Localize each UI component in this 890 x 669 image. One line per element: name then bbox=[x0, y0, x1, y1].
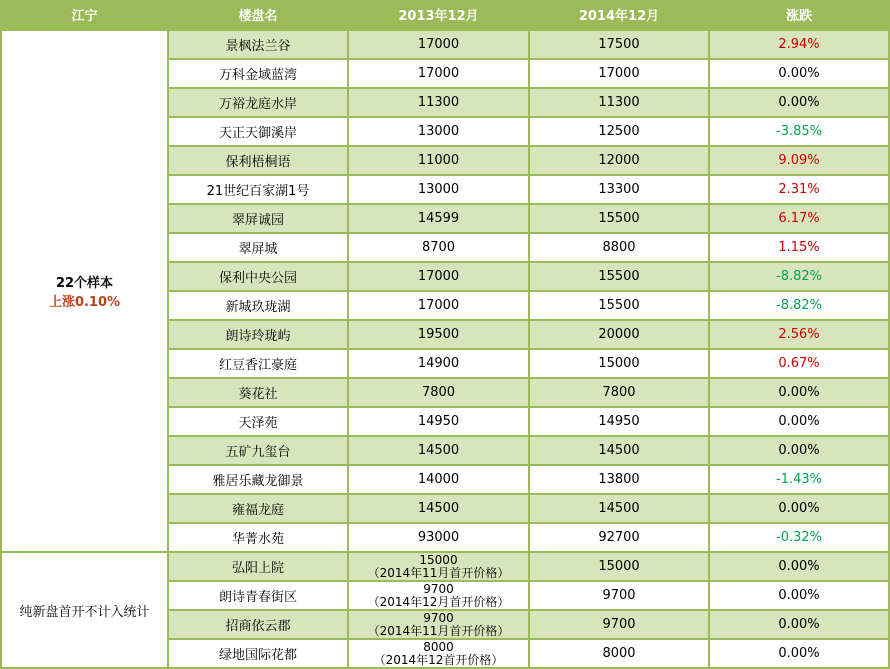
cell-building-name: 绿地国际花都 bbox=[169, 640, 347, 667]
cell-price-2014: 17000 bbox=[530, 60, 708, 87]
cell-price-2013: 8700 bbox=[349, 234, 528, 261]
cell-price-2013 bbox=[349, 640, 528, 667]
header-cell-building: 楼盘名 bbox=[169, 0, 347, 29]
cell-price-2014: 17500 bbox=[530, 31, 708, 58]
cell-building-name: 雅居乐藏龙御景 bbox=[169, 466, 347, 493]
cell-building-name: 朗诗青春街区 bbox=[169, 582, 347, 609]
cell-price-2014: 12000 bbox=[530, 147, 708, 174]
cell-price-2014: 13800 bbox=[530, 466, 708, 493]
cell-building-name: 翠屏诚园 bbox=[169, 205, 347, 232]
header-cell-region: 江宁 bbox=[2, 0, 167, 29]
footnote-label: 纯新盘首开不计入统计 bbox=[19, 604, 150, 620]
first-open-price-note: （2014年12月首开价格） bbox=[367, 594, 510, 609]
cell-price-2013 bbox=[349, 553, 528, 580]
cell-building-name: 弘阳上院 bbox=[169, 553, 347, 580]
price-2013-value: 15000 bbox=[419, 553, 458, 567]
cell-building-name: 万科金域蓝湾 bbox=[169, 60, 347, 87]
price-2013-value: 9700 bbox=[423, 611, 454, 625]
cell-price-2014: 15000 bbox=[530, 350, 708, 377]
cell-price-2014: 8800 bbox=[530, 234, 708, 261]
cell-price-2013: 11300 bbox=[349, 89, 528, 116]
cell-price-2013 bbox=[349, 582, 528, 609]
cell-price-2013: 93000 bbox=[349, 524, 528, 551]
price-2013-value: 9700 bbox=[423, 582, 454, 596]
cell-price-2013: 7800 bbox=[349, 379, 528, 406]
cell-building-name: 保利梧桐语 bbox=[169, 147, 347, 174]
price-2013-value: 8000 bbox=[423, 640, 454, 654]
cell-price-2013: 17000 bbox=[349, 31, 528, 58]
cell-building-name: 雍福龙庭 bbox=[169, 495, 347, 522]
cell-change-percent: 0.00% bbox=[710, 60, 888, 87]
cell-building-name: 招商依云郡 bbox=[169, 611, 347, 638]
cell-price-2013 bbox=[349, 611, 528, 638]
table-grid bbox=[2, 0, 888, 667]
cell-building-name: 万裕龙庭水岸 bbox=[169, 89, 347, 116]
cell-change-percent: 9.09% bbox=[710, 147, 888, 174]
cell-building-name: 21世纪百家湖1号 bbox=[169, 176, 347, 203]
cell-price-2014: 7800 bbox=[530, 379, 708, 406]
cell-change-percent: 0.00% bbox=[710, 495, 888, 522]
sample-count-label: 22个样本 bbox=[55, 276, 114, 291]
cell-price-2013: 17000 bbox=[349, 263, 528, 290]
first-open-price-note: （2014年11月首开价格） bbox=[367, 565, 510, 580]
cell-price-2014: 14500 bbox=[530, 437, 708, 464]
cell-building-name: 华菁水苑 bbox=[169, 524, 347, 551]
summary-cell bbox=[2, 31, 167, 551]
cell-price-2013: 14000 bbox=[349, 466, 528, 493]
header-cell-change: 涨跌 bbox=[710, 0, 888, 29]
cell-change-percent: -8.82% bbox=[710, 292, 888, 319]
cell-change-percent: 0.00% bbox=[710, 89, 888, 116]
cell-change-percent: 6.17% bbox=[710, 205, 888, 232]
header-cell-2013: 2013年12月 bbox=[349, 0, 528, 29]
cell-building-name: 朗诗玲珑屿 bbox=[169, 321, 347, 348]
cell-change-percent: 0.00% bbox=[710, 640, 888, 667]
cell-price-2014: 15500 bbox=[530, 263, 708, 290]
cell-change-percent: 0.67% bbox=[710, 350, 888, 377]
cell-building-name: 翠屏城 bbox=[169, 234, 347, 261]
cell-price-2013: 17000 bbox=[349, 60, 528, 87]
cell-building-name: 红豆香江豪庭 bbox=[169, 350, 347, 377]
cell-change-percent: -8.82% bbox=[710, 263, 888, 290]
cell-change-percent: 1.15% bbox=[710, 234, 888, 261]
cell-price-2013: 14500 bbox=[349, 437, 528, 464]
cell-price-2013: 13000 bbox=[349, 118, 528, 145]
first-open-price-note: （2014年12首开价格） bbox=[373, 652, 504, 667]
cell-change-percent: 0.00% bbox=[710, 553, 888, 580]
cell-price-2014: 92700 bbox=[530, 524, 708, 551]
cell-price-2014: 14500 bbox=[530, 495, 708, 522]
cell-price-2013: 14950 bbox=[349, 408, 528, 435]
cell-change-percent: 2.94% bbox=[710, 31, 888, 58]
cell-price-2014: 20000 bbox=[530, 321, 708, 348]
cell-price-2013: 11000 bbox=[349, 147, 528, 174]
cell-building-name: 新城玖珑湖 bbox=[169, 292, 347, 319]
cell-price-2014: 15500 bbox=[530, 205, 708, 232]
cell-price-2014: 9700 bbox=[530, 582, 708, 609]
cell-building-name: 天泽苑 bbox=[169, 408, 347, 435]
cell-building-name: 葵花社 bbox=[169, 379, 347, 406]
cell-change-percent: -1.43% bbox=[710, 466, 888, 493]
cell-change-percent: 0.00% bbox=[710, 408, 888, 435]
cell-price-2014: 14950 bbox=[530, 408, 708, 435]
cell-building-name: 景枫法兰谷 bbox=[169, 31, 347, 58]
cell-building-name: 天正天御溪岸 bbox=[169, 118, 347, 145]
cell-price-2014: 11300 bbox=[530, 89, 708, 116]
cell-price-2013: 19500 bbox=[349, 321, 528, 348]
cell-price-2014: 8000 bbox=[530, 640, 708, 667]
cell-change-percent: 2.56% bbox=[710, 321, 888, 348]
cell-price-2013: 13000 bbox=[349, 176, 528, 203]
cell-change-percent: 0.00% bbox=[710, 437, 888, 464]
footnote-cell bbox=[2, 553, 167, 667]
cell-price-2014: 15500 bbox=[530, 292, 708, 319]
cell-change-percent: -3.85% bbox=[710, 118, 888, 145]
header-cell-2014: 2014年12月 bbox=[530, 0, 708, 29]
cell-building-name: 五矿九玺台 bbox=[169, 437, 347, 464]
cell-price-2013: 17000 bbox=[349, 292, 528, 319]
cell-price-2013: 14500 bbox=[349, 495, 528, 522]
cell-price-2013: 14900 bbox=[349, 350, 528, 377]
cell-change-percent: 2.31% bbox=[710, 176, 888, 203]
first-open-price-note: （2014年11月首开价格） bbox=[367, 623, 510, 638]
cell-change-percent: 0.00% bbox=[710, 582, 888, 609]
cell-price-2014: 9700 bbox=[530, 611, 708, 638]
cell-price-2014: 13300 bbox=[530, 176, 708, 203]
cell-change-percent: -0.32% bbox=[710, 524, 888, 551]
cell-change-percent: 0.00% bbox=[710, 379, 888, 406]
cell-change-percent: 0.00% bbox=[710, 611, 888, 638]
summary-change-label: 上涨0.10% bbox=[48, 295, 121, 310]
cell-price-2013: 14599 bbox=[349, 205, 528, 232]
cell-price-2014: 12500 bbox=[530, 118, 708, 145]
cell-price-2014: 15000 bbox=[530, 553, 708, 580]
cell-building-name: 保利中央公园 bbox=[169, 263, 347, 290]
